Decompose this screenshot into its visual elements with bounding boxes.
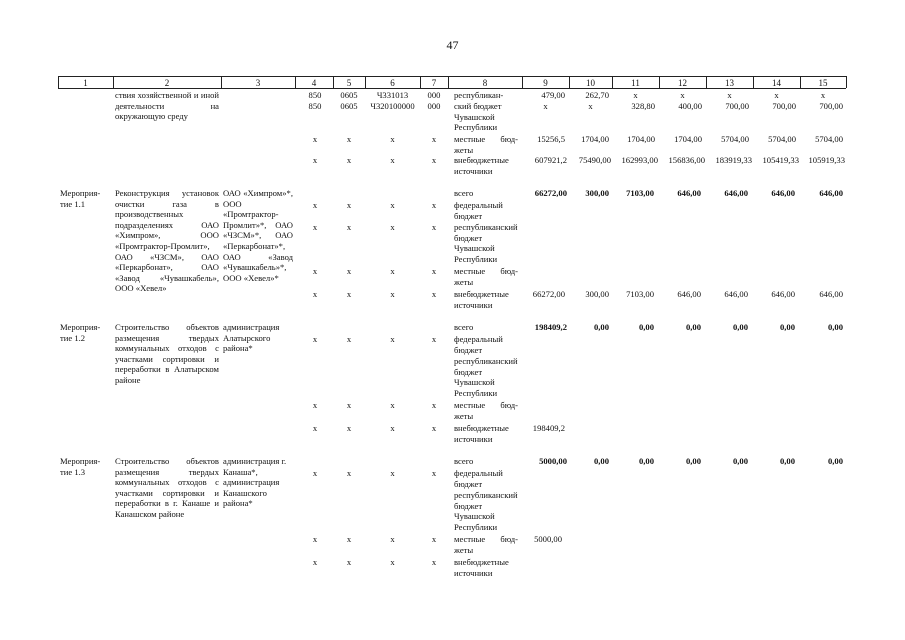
measure-code: Мероприя- тие 1.3 <box>60 456 101 477</box>
x-c5: х <box>346 468 352 478</box>
x-c5: х <box>346 534 352 544</box>
x-c4: х <box>312 266 318 276</box>
x-c5: х <box>346 334 352 344</box>
cell-v13: 5704,00 <box>721 134 749 144</box>
x-c5: х <box>346 423 352 433</box>
header-sep-2 <box>221 76 222 88</box>
total-v13: 0,00 <box>732 456 748 466</box>
x-c4: х <box>312 334 318 344</box>
cell-v13: 183919,33 <box>715 155 752 165</box>
total-v10: 300,00 <box>585 188 609 198</box>
measure-description: Строительство объектов размещения твердых коммунальных отходов с участками сортировки и переработки в г. Канаше и Канашском районе <box>115 456 219 519</box>
x-c6: х <box>390 423 395 433</box>
header-sep-11 <box>659 76 660 88</box>
cell-c4: х <box>312 155 318 165</box>
measure-code: Мероприя- тие 1.2 <box>60 322 101 343</box>
cell-v9: 607921,2 <box>534 155 567 165</box>
source-federal-label: федеральный бюджет <box>454 334 503 355</box>
x-c4: х <box>312 423 318 433</box>
x-c6: х <box>390 289 395 299</box>
cell-c7: х <box>431 134 437 144</box>
total-v9: 5000,00 <box>539 456 567 466</box>
cell-v10: 262,70 <box>585 90 609 100</box>
header-col-8: 8 <box>482 78 488 88</box>
header-col-10: 10 <box>586 78 595 88</box>
x-c7: х <box>431 557 437 567</box>
cell-v15: 5704,00 <box>815 134 843 144</box>
source-local-label: местные бюд- жеты <box>454 400 518 421</box>
cell-c7: 000 <box>427 101 441 111</box>
source-total-label: всего <box>454 456 474 466</box>
source-extra-label: внебюджетные источники <box>454 557 509 578</box>
header-sep-12 <box>706 76 707 88</box>
cell-c6: Ч331013 <box>376 90 409 100</box>
header-sep-8 <box>522 76 523 88</box>
source-republic-label: республиканский бюджет Чувашской Республики <box>454 490 518 532</box>
cell-c4: х <box>312 134 318 144</box>
cont-description: ствия хозяйственной и иной деятельности на окружающую среду <box>115 90 219 122</box>
source-extra-label: внебюджетные источники <box>454 423 509 444</box>
x-c7: х <box>431 200 437 210</box>
header-col-1: 1 <box>83 78 88 88</box>
total-v10: 0,00 <box>593 456 609 466</box>
header-sep-7 <box>448 76 449 88</box>
cell-v14: 700,00 <box>772 101 796 111</box>
x-c7: х <box>431 266 437 276</box>
x-c5: х <box>346 266 352 276</box>
ext-v14: 646,00 <box>771 289 795 299</box>
x-c4: х <box>312 468 318 478</box>
ext-v9: 198409,2 <box>532 423 565 433</box>
measure-executor: администрация г. Канаша*, администрация Канашского района* <box>223 456 287 509</box>
cell-c6: Ч320100000 <box>370 101 415 111</box>
x-c6: х <box>390 222 395 232</box>
header-bottom-rule <box>58 88 846 89</box>
source-total-label: всего <box>454 322 474 332</box>
cell-source: местные бюд- жеты <box>454 134 518 155</box>
ext-v13: 646,00 <box>724 289 748 299</box>
x-c6: х <box>390 334 395 344</box>
total-v14: 0,00 <box>779 322 795 332</box>
cell-v12: х <box>680 90 685 100</box>
source-extra-label: внебюджетные источники <box>454 289 509 310</box>
ext-v12: 646,00 <box>677 289 701 299</box>
source-local-label: местные бюд- жеты <box>454 534 518 555</box>
total-v15: 646,00 <box>819 188 843 198</box>
header-col-2: 2 <box>164 78 170 88</box>
cell-c6: х <box>390 134 395 144</box>
ext-v15: 646,00 <box>819 289 843 299</box>
header-top-rule <box>58 76 846 77</box>
ext-v11: 7103,00 <box>626 289 654 299</box>
total-v11: 0,00 <box>638 322 654 332</box>
x-c7: х <box>431 222 437 232</box>
x-c5: х <box>346 222 352 232</box>
cell-v12: 400,00 <box>678 101 702 111</box>
total-v10: 0,00 <box>593 322 609 332</box>
header-sep-10 <box>612 76 613 88</box>
header-col-14: 14 <box>772 78 781 88</box>
x-c7: х <box>431 468 437 478</box>
x-c6: х <box>390 266 395 276</box>
x-c4: х <box>312 557 318 567</box>
x-c7: х <box>431 534 437 544</box>
cell-v12: 156836,00 <box>668 155 705 165</box>
cell-v14: 5704,00 <box>768 134 796 144</box>
measure-description: Реконструкция установок очистки газа в производственных подразделениях ОАО «Химпром», ООО «Промтрактор-Промлит», ОАО «ЧЗСМ», ОАО «Перкарбонат», ОАО «Завод «Чувашкабель», ООО «Хевел» <box>115 188 219 294</box>
x-c5: х <box>346 289 352 299</box>
cell-c6: х <box>390 155 395 165</box>
header-sep-14 <box>800 76 801 88</box>
ext-v10: 300,00 <box>585 289 609 299</box>
x-c4: х <box>312 400 318 410</box>
cell-source: ский бюджет Чувашской Республики <box>454 101 502 133</box>
header-col-3: 3 <box>255 78 261 88</box>
measure-executor: администрация Алатырского района* <box>223 322 280 354</box>
source-total-label: всего <box>454 188 474 198</box>
total-v14: 0,00 <box>779 456 795 466</box>
header-col-5: 5 <box>346 78 352 88</box>
total-v11: 7103,00 <box>626 188 654 198</box>
cell-c7: х <box>431 155 437 165</box>
cell-c4: 850 <box>308 101 322 111</box>
header-sep-3 <box>295 76 296 88</box>
measure-description: Строительство объектов размещения твердых коммунальных отходов с участками сортировки и переработки в Алатырском районе <box>115 322 219 385</box>
x-c7: х <box>431 334 437 344</box>
header-sep-5 <box>365 76 366 88</box>
x-c7: х <box>431 423 437 433</box>
header-col-11: 11 <box>631 78 640 88</box>
total-v12: 646,00 <box>677 188 701 198</box>
source-federal-label: федеральный бюджет <box>454 200 503 221</box>
total-v12: 0,00 <box>685 322 701 332</box>
total-v14: 646,00 <box>771 188 795 198</box>
x-c6: х <box>390 534 395 544</box>
cell-c7: 000 <box>427 90 441 100</box>
header-sep-6 <box>420 76 421 88</box>
cell-v15: х <box>820 90 826 100</box>
x-c4: х <box>312 534 318 544</box>
cell-v15: 700,00 <box>819 101 843 111</box>
cell-source: внебюджетные источники <box>454 155 509 176</box>
x-c5: х <box>346 200 352 210</box>
cell-v13: 700,00 <box>725 101 749 111</box>
header-sep-9 <box>569 76 570 88</box>
x-c4: х <box>312 222 318 232</box>
x-c4: х <box>312 200 318 210</box>
total-v12: 0,00 <box>685 456 701 466</box>
x-c6: х <box>390 200 395 210</box>
cell-v14: 105419,33 <box>762 155 799 165</box>
total-v13: 646,00 <box>724 188 748 198</box>
header-sep-1 <box>113 76 114 88</box>
total-v15: 0,00 <box>827 456 843 466</box>
header-right-border <box>846 76 847 88</box>
cell-v10: 1704,00 <box>581 134 609 144</box>
cell-v15: 105919,33 <box>808 155 845 165</box>
cell-c5: х <box>346 155 352 165</box>
x-c6: х <box>390 400 395 410</box>
header-col-4: 4 <box>311 78 317 88</box>
source-federal-label: федеральный бюджет <box>454 468 503 489</box>
total-v9: 198409,2 <box>534 322 567 332</box>
cell-v10: 75490,00 <box>578 155 611 165</box>
x-c4: х <box>312 289 318 299</box>
cell-v11: х <box>633 90 638 100</box>
measure-executor: ОАО «Химпром»*, ООО «Промтрактор-Промлит»*, ОАО «ЧЗСМ»*, ОАО «Перкарбонат»*, ОАО «Завод «Чувашкабель»*, ООО «Хевел»* <box>223 188 293 283</box>
header-col-7: 7 <box>431 78 437 88</box>
header-sep-13 <box>753 76 754 88</box>
cell-v14: х <box>774 90 779 100</box>
cell-v11: 162993,00 <box>621 155 658 165</box>
cell-v9: 479,00 <box>541 90 565 100</box>
header-col-15: 15 <box>818 78 828 88</box>
x-c6: х <box>390 468 395 478</box>
cell-c5: 0605 <box>340 101 358 111</box>
cell-v10: х <box>588 101 593 111</box>
header-col-6: 6 <box>390 78 395 88</box>
x-c7: х <box>431 400 437 410</box>
cell-v9: 15256,5 <box>537 134 565 144</box>
page-number: 47 <box>446 38 459 52</box>
cell-v13: х <box>727 90 732 100</box>
x-c5: х <box>346 557 352 567</box>
header-sep-4 <box>333 76 334 88</box>
cell-v11: 328,80 <box>631 101 655 111</box>
header-col-12: 12 <box>678 78 687 88</box>
cell-c5: х <box>346 134 352 144</box>
x-c5: х <box>346 400 352 410</box>
ext-v9: 66272,00 <box>532 289 565 299</box>
measure-code: Мероприя- тие 1.1 <box>60 188 101 209</box>
total-v13: 0,00 <box>732 322 748 332</box>
loc-v9: 5000,00 <box>534 534 562 544</box>
x-c7: х <box>431 289 437 299</box>
cell-c5: 0605 <box>340 90 358 100</box>
total-v11: 0,00 <box>638 456 654 466</box>
cell-source: республикан- <box>454 90 504 100</box>
header-col-13: 13 <box>725 78 734 88</box>
header-col-9: 9 <box>543 78 548 88</box>
cell-c4: 850 <box>308 90 322 100</box>
cell-v12: 1704,00 <box>674 134 702 144</box>
cell-v9: х <box>543 101 548 111</box>
source-republic-label: республиканский бюджет Чувашской Республики <box>454 222 518 264</box>
source-republic-label: республиканский бюджет Чувашской Республики <box>454 356 518 398</box>
total-v15: 0,00 <box>827 322 843 332</box>
source-local-label: местные бюд- жеты <box>454 266 518 287</box>
total-v9: 66272,00 <box>534 188 567 198</box>
x-c6: х <box>390 557 395 567</box>
cell-v11: 1704,00 <box>627 134 655 144</box>
